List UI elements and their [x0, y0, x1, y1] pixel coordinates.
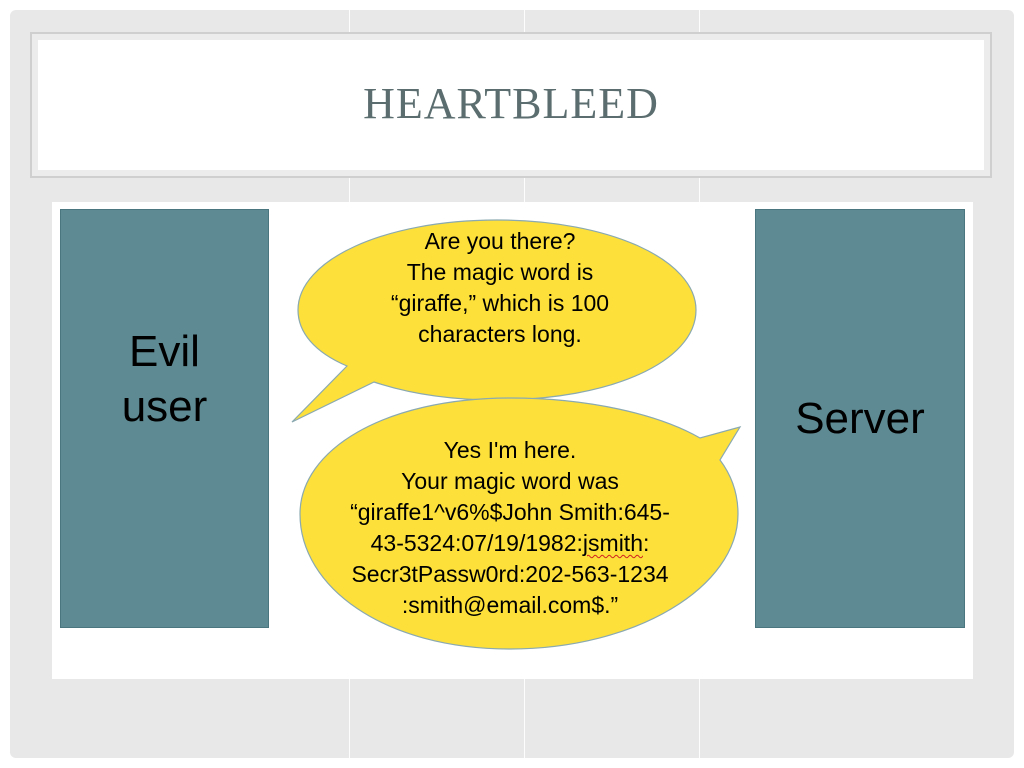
spellcheck-word: jsmith	[582, 530, 643, 556]
response-line-1: Yes I'm here.	[443, 437, 577, 463]
response-bubble-text	[300, 435, 720, 621]
response-line-4b: :	[642, 530, 650, 556]
response-line-2: Your magic word was	[401, 468, 619, 494]
title-box	[30, 32, 992, 178]
slide-frame	[10, 10, 1014, 758]
response-line-3: “giraffe1^v6%$John Smith:645-	[350, 499, 670, 525]
response-line-6: :smith@email.com$.”	[401, 592, 619, 618]
request-line-3: “giraffe,” which is 100	[390, 290, 610, 316]
response-line-5: Secr3tPassw0rd:202-563-1234	[351, 561, 669, 587]
request-line-1: Are you there?	[424, 228, 576, 254]
slide-title: HEARTBLEED	[363, 79, 659, 128]
server-label: Server	[795, 394, 925, 443]
response-line-4a: 43-5324:07/19/1982:	[370, 530, 583, 556]
request-line-2: The magic word is	[406, 259, 594, 285]
heartbleed-diagram	[52, 202, 973, 679]
response-line-4	[300, 528, 720, 559]
evil-user-label-line-2: user	[121, 381, 208, 431]
request-bubble-text	[300, 226, 700, 350]
request-line-4: characters long.	[418, 321, 582, 347]
evil-user-label-line-1: Evil	[129, 326, 200, 376]
